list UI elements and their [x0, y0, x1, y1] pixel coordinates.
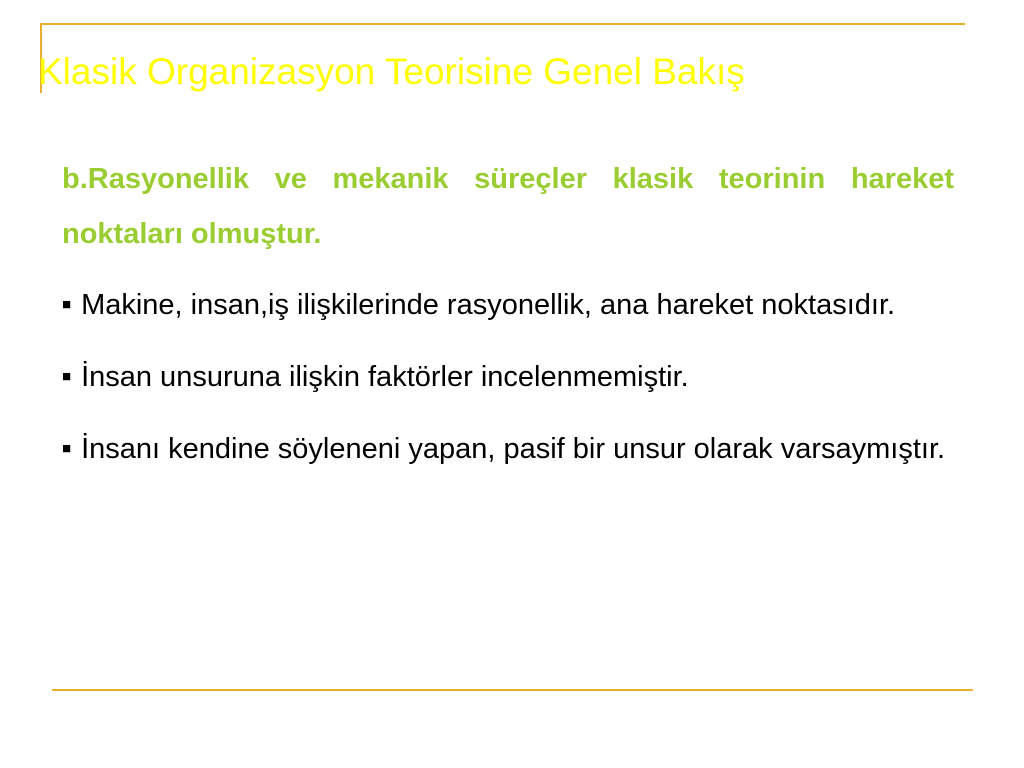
bullet-item [62, 422, 954, 477]
top-rule [40, 23, 965, 25]
bullet-item [62, 278, 954, 333]
bullet-text: İnsan unsuruna ilişkin faktörler incelenmemiştir. [81, 361, 689, 393]
bullet-text: İnsanı kendine söyleneni yapan, pasif bir unsur olarak varsaymıştır. [81, 433, 946, 465]
slide-content [62, 152, 954, 494]
square-bullet-icon: ■ [62, 440, 72, 457]
bullet-text: Makine, insan,iş ilişkilerinde rasyonellik, ana hareket noktasıdır. [81, 289, 896, 321]
bottom-rule [52, 689, 973, 691]
square-bullet-icon: ■ [62, 296, 72, 313]
square-bullet-icon: ■ [62, 368, 72, 385]
lead-paragraph: b.Rasyonellik ve mekanik süreçler klasik teorinin hareket noktaları olmuştur. [62, 163, 954, 250]
bullet-item [62, 350, 954, 405]
slide-title: Klasik Organizasyon Teorisine Genel Bakış [38, 51, 745, 92]
